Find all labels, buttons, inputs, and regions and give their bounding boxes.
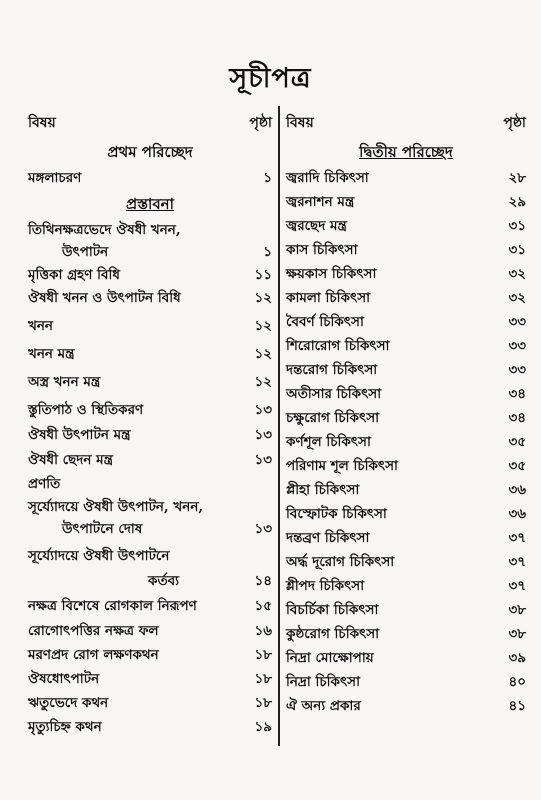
toc-entry: পরিণাম শূল চিকিৎসা (286, 458, 398, 474)
toc-entry: মঙ্গলাচরণ (28, 170, 82, 186)
toc-row (28, 541, 272, 568)
toc-row (286, 646, 526, 670)
toc-entry: চক্ষুরোগ চিকিৎসা (286, 410, 380, 426)
toc-page-number: ৩৪ (508, 386, 526, 402)
toc-row (286, 166, 526, 190)
toc-row (286, 310, 526, 334)
toc-page-number: ৩৭ (508, 530, 526, 546)
toc-row (286, 406, 526, 430)
toc-page-number: ১২ (254, 346, 272, 362)
subject-header: বিষয় (286, 115, 314, 131)
toc-page-number: ১২ (254, 318, 272, 334)
toc-entry: প্লীহা চিকিৎসা (286, 482, 360, 498)
toc-entry: অস্ত্র খনন মন্ত্র (28, 374, 101, 390)
toc-entry: জ্বরাদি চিকিৎসা (286, 170, 369, 186)
toc-row (286, 430, 526, 454)
toc-page-number: ১৮ (254, 695, 272, 711)
toc-page-number: ১৩ (254, 427, 272, 443)
toc-page-number: ১ (263, 244, 272, 260)
toc-row (28, 472, 272, 496)
toc-page-number: ১৩ (254, 402, 272, 418)
toc-row (28, 287, 272, 310)
toc-entry: দন্তরোগ চিকিৎসা (286, 362, 378, 378)
toc-row (28, 394, 272, 422)
toc-entry: অতীসার চিকিৎসা (286, 386, 382, 402)
toc-page-number: ৩৫ (508, 434, 526, 450)
toc-entry: শ্লীপদ চিকিৎসা (286, 578, 365, 594)
toc-row (28, 218, 272, 242)
toc-row (286, 238, 526, 262)
toc-page-number: ৩১ (508, 218, 526, 234)
left-column (28, 112, 272, 739)
toc-page-number: ১৬ (254, 623, 272, 639)
toc-entry: সূর্য্যোদয়ে ঔষধী উৎপাটন, খনন, (28, 499, 204, 515)
toc-entry: কর্তব্য (148, 573, 180, 589)
toc-row (286, 286, 526, 310)
toc-entry: খনন (28, 318, 53, 334)
toc-row (286, 214, 526, 238)
toc-row (286, 454, 526, 478)
toc-row (286, 574, 526, 598)
page-header: পৃষ্ঠা (503, 115, 526, 131)
toc-entry: নিদ্রা চিকিৎসা (286, 674, 361, 690)
toc-row (286, 382, 526, 406)
toc-page-number: ১৩ (254, 452, 272, 468)
toc-row (28, 593, 272, 618)
toc-row (286, 622, 526, 646)
toc-page-number: ৪১ (508, 698, 526, 714)
toc-row (28, 519, 272, 541)
toc-row (28, 264, 272, 287)
toc-page-number: ১৫ (254, 598, 272, 614)
toc-page-number: ৩১ (508, 242, 526, 258)
toc-page-number: ৩৪ (508, 410, 526, 426)
toc-row (28, 338, 272, 366)
toc-entry: উৎপাটন (62, 244, 109, 260)
toc-entry: অর্দ্ধ দূরোগ চিকিৎসা (286, 554, 395, 570)
toc-page-number: ৩৭ (508, 578, 526, 594)
right-column (286, 112, 526, 718)
toc-page-number: ১২ (254, 290, 272, 306)
right-column-header (286, 112, 526, 134)
toc-entry: জ্বরছেদ মন্ত্র (286, 218, 347, 234)
toc-page-number: ৩৮ (508, 602, 526, 618)
toc-entry: ঔষধী ছেদন মন্ত্র (28, 452, 114, 468)
subject-header: বিষয় (28, 115, 56, 131)
toc-page-number: ৩২ (508, 266, 526, 282)
toc-row (286, 190, 526, 214)
toc-row (286, 502, 526, 526)
toc-row (286, 694, 526, 718)
toc-page-number: ১ (263, 170, 272, 186)
toc-entry: ক্ষয়কাস চিকিৎসা (286, 266, 377, 282)
toc-page-number: ৩৭ (508, 554, 526, 570)
toc-entry: মৃত্তিকা গ্রহণ বিধি (28, 267, 120, 283)
toc-page-number: ১৮ (254, 647, 272, 663)
toc-row (28, 166, 272, 190)
column-divider (278, 106, 280, 746)
toc-entry: ঔষধী উৎপাটন মন্ত্র (28, 427, 131, 443)
toc-row (28, 618, 272, 643)
toc-entry: সূর্য্যোদয়ে ঔষধী উৎপাটনে (28, 548, 170, 564)
toc-row (28, 242, 272, 264)
left-column-header (28, 112, 272, 134)
toc-entry: প্রণতি (28, 476, 61, 492)
toc-page-number: ১৪ (254, 573, 272, 589)
toc-page-number: ১৯ (254, 719, 272, 735)
chapter-heading: দ্বিতীয় পরিচ্ছেদ (359, 143, 453, 161)
toc-page-number: ৩৬ (508, 482, 526, 498)
chapter-heading: প্রথম পরিচ্ছেদ (107, 143, 193, 161)
toc-row (28, 691, 272, 715)
toc-page-number: ৩৮ (508, 626, 526, 642)
toc-page-number: ৩৩ (508, 338, 526, 354)
toc-page-number: ৩২ (508, 290, 526, 306)
toc-entry: কুষ্ঠরোগ চিকিৎসা (286, 626, 380, 642)
toc-entry: ঔষধোৎপাটন (28, 671, 100, 687)
section-heading: প্রস্তাবনা (126, 195, 174, 213)
toc-entry: উৎপাটনে দোষ (62, 521, 143, 537)
toc-entry: স্তুতিপাঠ ও স্থিতিকরণ (28, 402, 144, 418)
toc-row (28, 366, 272, 394)
toc-row (28, 496, 272, 519)
toc-entry: কর্ণশূল চিকিৎসা (286, 434, 371, 450)
toc-entry: কামলা চিকিৎসা (286, 290, 371, 306)
toc-row (28, 643, 272, 667)
toc-page-number: ৩৬ (508, 506, 526, 522)
toc-row (286, 550, 526, 574)
toc-page-number: ১৮ (254, 671, 272, 687)
toc-row (28, 667, 272, 691)
toc-entry: তিথিনক্ষত্রভেদে ঔষধী খনন, (28, 222, 181, 238)
toc-row (286, 478, 526, 502)
toc-row (28, 447, 272, 472)
toc-entry: বিস্ফোটক চিকিৎসা (286, 506, 387, 522)
toc-row (286, 598, 526, 622)
toc-entry: রোগোৎপত্তির নক্ষত্র ফল (28, 623, 159, 639)
toc-row (28, 568, 272, 593)
toc-entry: খনন মন্ত্র (28, 346, 75, 362)
toc-entry: ঔষধী খনন ও উৎপাটন বিধি (28, 290, 181, 306)
toc-row (28, 422, 272, 447)
toc-entry: জ্বরনাশন মন্ত্র (286, 194, 355, 210)
toc-entry: মৃত্যুচিহ্ন কথন (28, 719, 102, 735)
page-title: সূচীপত্র (229, 63, 312, 94)
toc-page-number: ২৮ (508, 170, 526, 186)
toc-page-number: ১৩ (254, 521, 272, 537)
toc-entry: কাস চিকিৎসা (286, 242, 358, 258)
toc-entry: বৈবর্ণ চিকিৎসা (286, 314, 364, 330)
toc-row (286, 526, 526, 550)
toc-entry: নিদ্রা মোক্ষোপায় (286, 650, 374, 666)
toc-page-number: ১১ (254, 267, 272, 283)
toc-page-number: ৩৯ (508, 650, 526, 666)
toc-entry: ঋতুভেদে কথন (28, 695, 109, 711)
toc-row (28, 310, 272, 338)
toc-page-number: ৪০ (508, 674, 526, 690)
toc-row (286, 262, 526, 286)
toc-page-number: ২৯ (508, 194, 526, 210)
toc-page-number: ১২ (254, 374, 272, 390)
toc-entry: ঐ অন্য প্রকার (286, 698, 361, 714)
toc-page-number: ৩৩ (508, 362, 526, 378)
toc-row (286, 670, 526, 694)
toc-row (286, 334, 526, 358)
toc-entry: বিচর্চিকা চিকিৎসা (286, 602, 379, 618)
toc-entry: শিরোরোগ চিকিৎসা (286, 338, 390, 354)
page-header: পৃষ্ঠা (249, 115, 272, 131)
toc-entry: মরণপ্রদ রোগ লক্ষণকথন (28, 647, 159, 663)
toc-page-number: ৩৫ (508, 458, 526, 474)
toc-row (286, 358, 526, 382)
toc-row (28, 715, 272, 739)
toc-page-number: ৩৩ (508, 314, 526, 330)
toc-entry: দন্তব্রণ চিকিৎসা (286, 530, 370, 546)
toc-entry: নক্ষত্র বিশেষে রোগকাল নিরূপণ (28, 598, 197, 614)
